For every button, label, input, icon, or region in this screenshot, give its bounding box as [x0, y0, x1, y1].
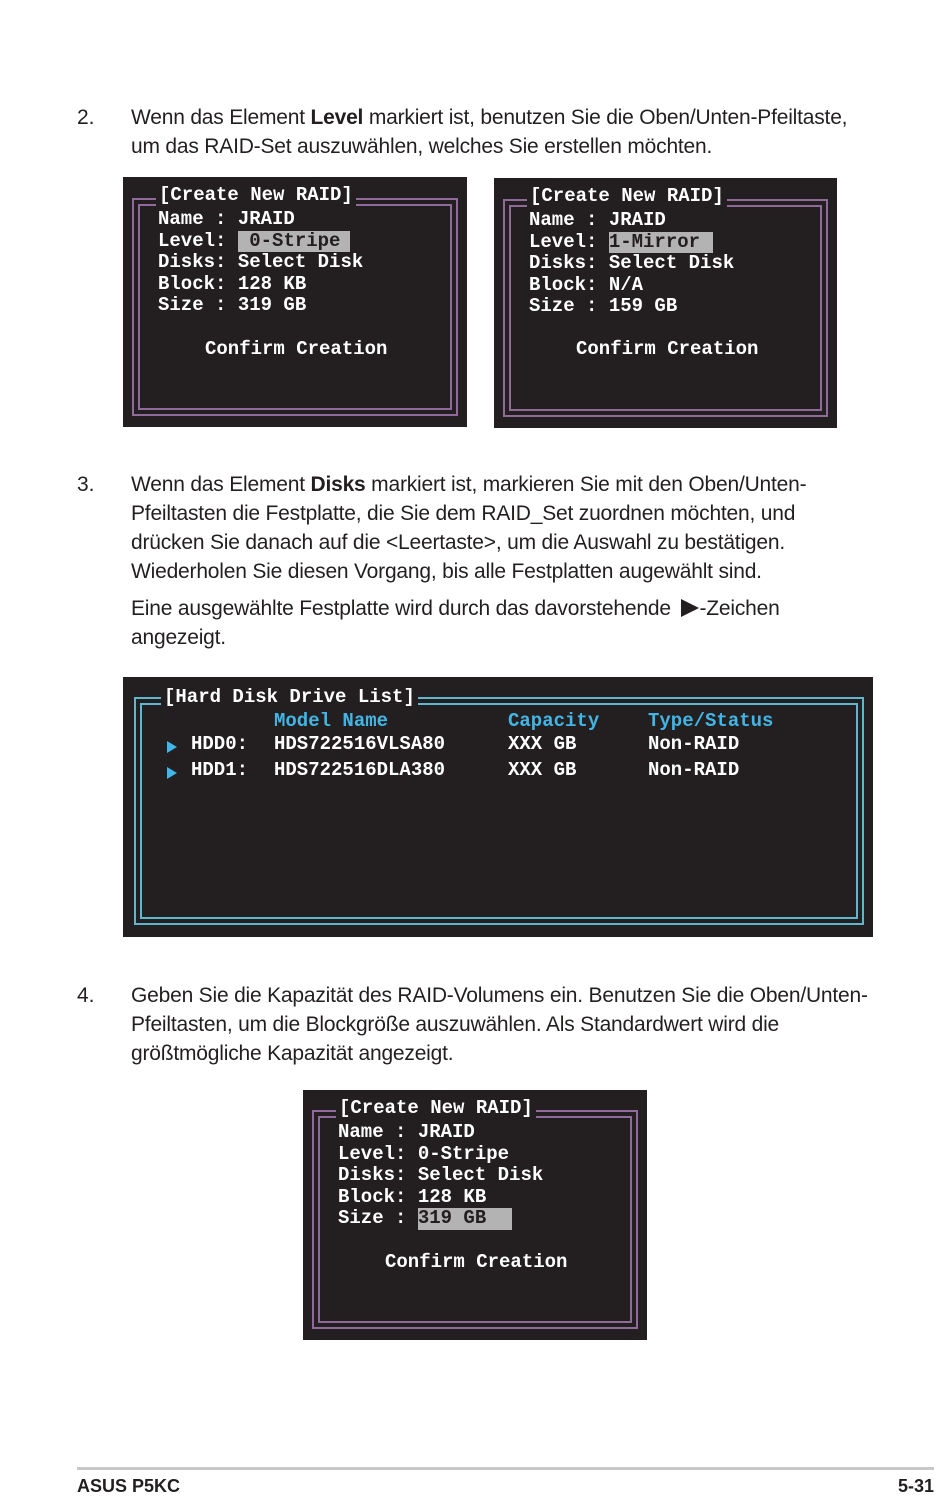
level-row[interactable]: Level: 0-Stripe [338, 1142, 510, 1165]
confirm-creation-button[interactable]: Confirm Creation [385, 1251, 568, 1273]
size-value-highlight[interactable]: 319 GB [418, 1208, 512, 1230]
hdd-status: Non-RAID [648, 733, 740, 755]
hdd-model: HDS722516VLSA80 [274, 733, 446, 755]
level-row[interactable]: Level: 0-Stripe [158, 231, 363, 253]
screen-title: [Create New RAID] [336, 1098, 536, 1120]
column-model-header: Model Name [274, 710, 389, 732]
disks-row[interactable]: Disks: Select Disk [338, 1164, 544, 1186]
size-row[interactable]: Size : 159 GB [529, 295, 678, 317]
confirm-creation-button[interactable]: Confirm Creation [576, 338, 759, 360]
field-list [338, 1122, 543, 1230]
step-number: 4. [77, 984, 95, 1007]
selected-arrow-icon [167, 741, 177, 753]
step-text: Wenn das Element Level markiert ist, benutzen Sie die Oben/Unten-Pfeiltaste, um das RAID-Set auszuwählen, welches Sie erstellen möchten. [131, 106, 848, 158]
step-text: Wenn das Element Disks markiert ist, markieren Sie mit den Oben/Unten-Pfeiltasten die Festplatte, die Sie dem RAID_Set zuordnen möchten, und drücken Sie danach auf die <Leertaste>, um die Auswahl zu bestätigen. Wiederholen Sie diesen Vorgang, bis alle Festplatten augewählt sind. [131, 473, 807, 583]
selection-triangle-icon [681, 599, 699, 617]
screen-title: [Hard Disk Drive List] [161, 687, 418, 709]
column-type-header: Type/Status [648, 710, 774, 732]
hdd-capacity: XXX GB [508, 759, 577, 781]
size-row[interactable]: Size : 319 GB [158, 294, 307, 316]
field-list [158, 209, 363, 317]
footer-product: ASUS P5KC [77, 1476, 181, 1496]
selected-arrow-icon [167, 767, 177, 779]
hdd-id: HDD0: [191, 733, 249, 755]
disks-row[interactable]: Disks: Select Disk [529, 252, 735, 274]
hdd-row[interactable] [123, 760, 873, 784]
hdd-row[interactable] [123, 734, 873, 758]
block-row[interactable]: Block: 128 KB [158, 272, 307, 295]
name-row[interactable]: Name : JRAID [338, 1121, 475, 1143]
size-row[interactable]: Size : 319 GB [338, 1208, 543, 1230]
footer-rule [77, 1467, 934, 1470]
level-value-highlight[interactable]: 1-Mirror [609, 232, 713, 254]
level-row[interactable]: Level: 1-Mirror [529, 232, 734, 254]
hdd-capacity: XXX GB [508, 733, 577, 755]
screen-title: [Create New RAID] [156, 185, 356, 207]
selection-note: Eine ausgewählte Festplatte wird durch das davorstehende -Zeichen angezeigt. [131, 597, 780, 649]
level-value-highlight[interactable]: 0-Stripe [238, 231, 350, 253]
field-list [529, 210, 734, 318]
step-number: 3. [77, 473, 95, 496]
column-capacity-header: Capacity [508, 710, 600, 732]
block-row[interactable]: Block: N/A [529, 273, 644, 296]
confirm-creation-button[interactable]: Confirm Creation [205, 338, 388, 360]
hdd-model: HDS722516DLA380 [274, 759, 446, 781]
name-row[interactable]: Name : JRAID [158, 208, 295, 230]
step-number: 2. [77, 106, 95, 129]
disks-row[interactable]: Disks: Select Disk [158, 251, 364, 273]
bios-hdd-list [123, 677, 873, 937]
bios-create-raid-size [303, 1090, 647, 1340]
bios-create-raid-mirror [494, 178, 837, 428]
hdd-status: Non-RAID [648, 759, 740, 781]
block-row[interactable]: Block: 128 KB [338, 1185, 487, 1208]
step-text: Geben Sie die Kapazität des RAID-Volumens ein. Benutzen Sie die Oben/Unten-Pfeiltasten, um die Blockgröße auszuwählen. Als Standardwert wird die größtmögliche Kapazität angezeigt. [131, 984, 868, 1065]
bios-create-raid-stripe [123, 177, 467, 427]
hdd-id: HDD1: [191, 759, 249, 781]
screen-title: [Create New RAID] [527, 186, 727, 208]
footer-page-number: 5-31 [897, 1476, 934, 1496]
name-row[interactable]: Name : JRAID [529, 209, 666, 231]
